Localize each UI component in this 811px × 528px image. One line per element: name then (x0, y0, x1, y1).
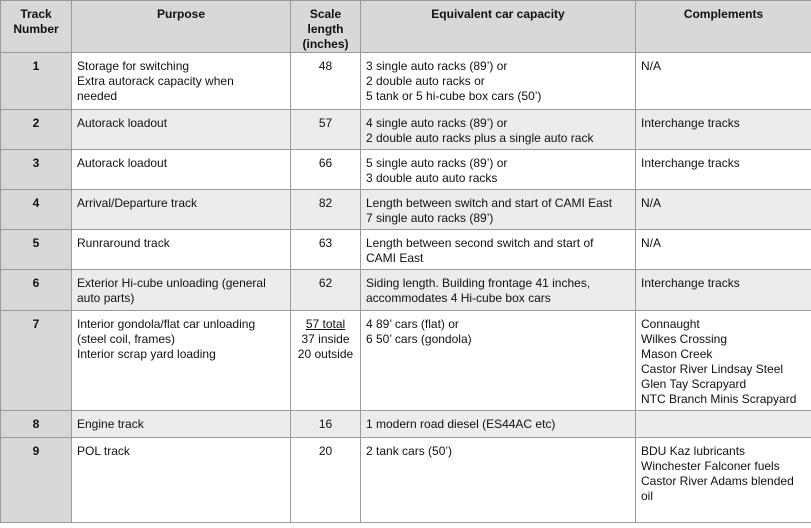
complements-cell: Interchange tracks (636, 110, 811, 150)
scale-length-cell: 16 (291, 411, 361, 438)
header-scale-length: Scale length (inches) (291, 1, 361, 53)
track-number-cell: 4 (1, 190, 72, 230)
complements-cell: Connaught Wilkes Crossing Mason Creek Castor River Lindsay Steel Glen Tay Scrapyard NTC Branch Minis Scrapyard (636, 311, 811, 411)
purpose-cell: Autorack loadout (72, 150, 291, 190)
scale-length-cell: 63 (291, 230, 361, 270)
table-row (1, 311, 811, 411)
complements-cell: N/A (636, 230, 811, 270)
complements-cell: Interchange tracks (636, 150, 811, 190)
header-purpose: Purpose (72, 1, 291, 53)
complements-cell: Interchange tracks (636, 270, 811, 311)
track-number-cell: 2 (1, 110, 72, 150)
table-row (1, 411, 811, 438)
purpose-cell: Runraround track (72, 230, 291, 270)
capacity-cell: 4 89’ cars (flat) or 6 50’ cars (gondola) (361, 311, 636, 411)
complements-cell (636, 411, 811, 438)
complements-cell: N/A (636, 53, 811, 110)
track-number-cell: 1 (1, 53, 72, 110)
table-row (1, 230, 811, 270)
capacity-cell: Siding length. Building frontage 41 inches, accommodates 4 Hi-cube box cars (361, 270, 636, 311)
purpose-cell: Interior gondola/flat car unloading (steel coil, frames) Interior scrap yard loading (72, 311, 291, 411)
table-row (1, 150, 811, 190)
track-number-cell: 8 (1, 411, 72, 438)
purpose-cell: Autorack loadout (72, 110, 291, 150)
track-number-cell: 6 (1, 270, 72, 311)
track-number-cell: 5 (1, 230, 72, 270)
purpose-cell: POL track (72, 438, 291, 523)
table-row (1, 438, 811, 523)
table-row (1, 270, 811, 311)
header-track-number: Track Number (1, 1, 72, 53)
header-complements: Complements (636, 1, 811, 53)
scale-length-cell: 82 (291, 190, 361, 230)
header-capacity: Equivalent car capacity (361, 1, 636, 53)
scale-length-cell: 48 (291, 53, 361, 110)
track-number-cell: 9 (1, 438, 72, 523)
capacity-cell: 5 single auto racks (89’) or 3 double auto auto racks (361, 150, 636, 190)
purpose-cell: Storage for switching Extra autorack capacity when needed (72, 53, 291, 110)
scale-length-cell: 20 (291, 438, 361, 523)
scale-length-cell: 62 (291, 270, 361, 311)
table-row (1, 110, 811, 150)
track-number-cell: 7 (1, 311, 72, 411)
track-number-cell: 3 (1, 150, 72, 190)
scale-length-cell: 57 total 37 inside 20 outside (291, 311, 361, 411)
table-row (1, 190, 811, 230)
scale-length-cell: 57 (291, 110, 361, 150)
table-row (1, 53, 811, 110)
purpose-cell: Exterior Hi-cube unloading (general auto parts) (72, 270, 291, 311)
capacity-cell: 2 tank cars (50’) (361, 438, 636, 523)
complements-cell: BDU Kaz lubricants Winchester Falconer fuels Castor River Adams blended oil (636, 438, 811, 523)
capacity-cell: Length between second switch and start of CAMI East (361, 230, 636, 270)
purpose-cell: Arrival/Departure track (72, 190, 291, 230)
capacity-cell: 1 modern road diesel (ES44AC etc) (361, 411, 636, 438)
header-row (1, 1, 811, 53)
complements-cell: N/A (636, 190, 811, 230)
scale-length-cell: 66 (291, 150, 361, 190)
capacity-cell: Length between switch and start of CAMI East 7 single auto racks (89’) (361, 190, 636, 230)
capacity-cell: 3 single auto racks (89’) or 2 double auto racks or 5 tank or 5 hi-cube box cars (50’) (361, 53, 636, 110)
purpose-cell: Engine track (72, 411, 291, 438)
capacity-cell: 4 single auto racks (89’) or 2 double auto racks plus a single auto rack (361, 110, 636, 150)
